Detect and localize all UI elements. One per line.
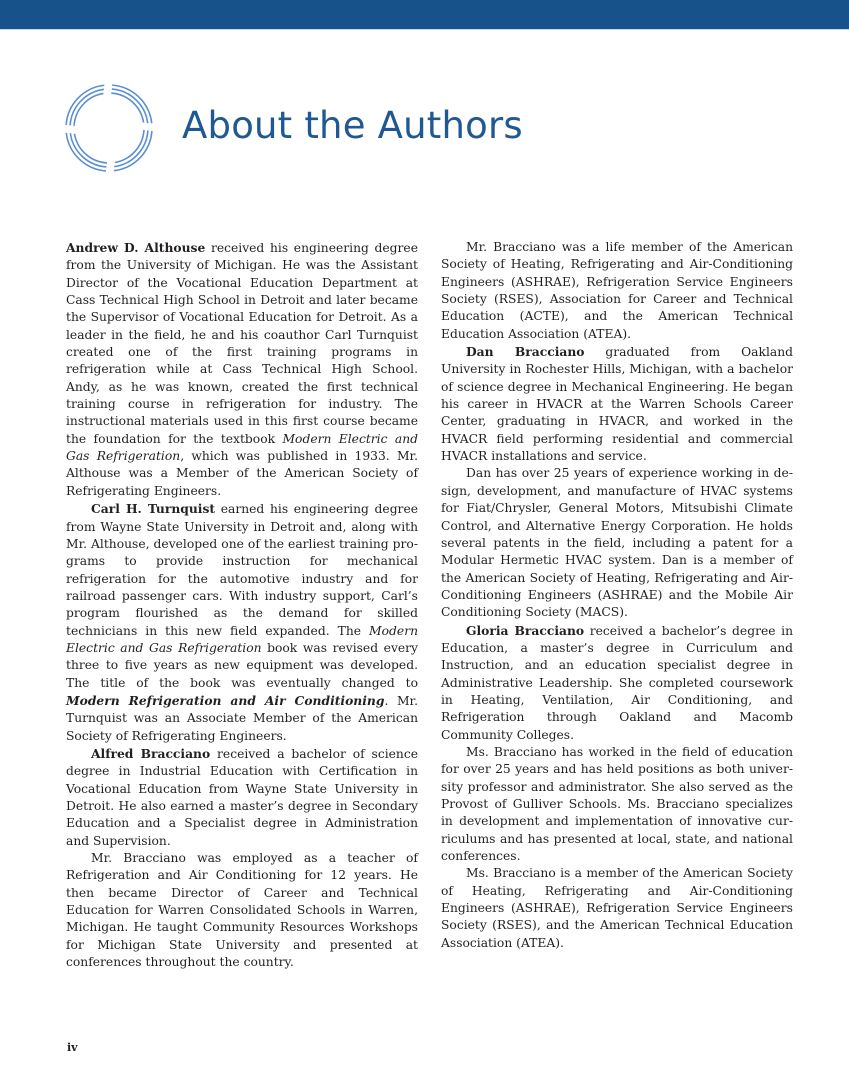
author-bio-gloria-bracciano: Gloria Bracciano received a bachelor’s degree in Education, a master’s degree in Curriculum and Instruction, and an education specialist degree in Administrative Leadership. She completed coursework in Heating, Ventilation, Air Conditioning, and Refrigeration through Oakland and Macomb Community Colleges. (441, 622, 793, 742)
page-title: About the Authors (182, 104, 523, 147)
book-title: Modern Refrigeration and Air Conditioning (66, 692, 385, 708)
author-bio-alfred-bracciano: Alfred Bracciano received a bachelor of science degree in Industrial Education with Certification in Vocational Education from Wayne State University in Detroit. He also earned a master’s degree in Secondary Education and a Specialist degree in Administration and Supervision. (66, 745, 419, 848)
author-bio-althouse: Andrew D. Althouse received his engineering degree from the University of Michigan. He was the Assistant Director of the Vocational Education Department at Cass Technical High School in Detroit and later became the Supervisor of Vocational Education for Detroit. As a leader in the field, he and his coauthor Carl Turnquist created one of the first training programs in refrigeration while at Cass Technical High School. Andy, as he was known, created the first technical training course in refrigeration for industry. The instructional materials used in this first course became the foundation for the textbook Modern Electric and Gas Refrigeration, which was published in 1933. Mr. Althouse was a Member of the American Society of Refrigerating Engineers. (66, 240, 418, 498)
page-number: iv (67, 1041, 78, 1054)
author-name: Andrew D. Althouse (66, 240, 206, 255)
author-name: Dan Bracciano (466, 344, 585, 360)
author-name: Alfred Bracciano (91, 745, 211, 761)
text-column-right (441, 239, 793, 952)
author-name: Gloria Bracciano (466, 622, 585, 638)
text-column-left (66, 239, 418, 971)
concentric-rings-icon (64, 83, 154, 173)
header-color-bar (0, 0, 849, 30)
author-bio-dan-bracciano: Dan Bracciano graduated from Oakland University in Rochester Hills, Michigan, with a bachelor of science degree in Mechanical Engineering. He began his career in HVACR at the Warren Schools Career Center, graduating in HVACR, and worked in the HVACR field performing residential and commercial HVACR installations and service. (441, 344, 794, 464)
author-bio-paragraph: Dan has over 25 years of experience working in design, development, and manufacture of HVAC systems for Fiat/Chrysler, General Motors, Mitsubishi Climate Control, and Alternative Energy Corporation. He holds several patents in the field, including a patent for a Modular Hermetic HVAC system. Dan is a member of the American Society of Heating, Refrigerating and Air-Conditioning Engineers (ASHRAE) and the Mobile Air Conditioning Society (MACS). (441, 466, 793, 620)
author-name: Carl H. Turnquist (91, 501, 216, 517)
book-title: Modern Electric and Gas Refrigeration (66, 623, 418, 655)
book-title: Modern Electric and Gas Refrigeration (66, 431, 418, 464)
author-bio-paragraph: Mr. Bracciano was employed as a teacher of Refrigeration and Air Conditioning for 12 years. He then became Director of Career and Technical Education for Warren Consolidated Schools in Warren, Michigan. He taught Community Resources Workshops for Michigan State University and presented at conferences throughout the country. (66, 851, 418, 970)
author-bio-paragraph: Ms. Bracciano has worked in the field of education for over 25 years and has held positions as both university professor and administrator. She also served as the Provost of Gulliver Schools. Ms. Bracciano specializes in development and implementation of innovative curriculums and has presented at local, state, and national conferences. (441, 744, 793, 864)
author-bio-turnquist: Carl H. Turnquist earned his engineering degree from Wayne State University in Detroit and, along with Mr. Althouse, developed one of the earliest training programs to provide instruction for mechanical refrigeration for the automotive industry and for railroad passenger cars. With industry support, Carl’s program flourished as the demand for skilled technicians in this new field expanded. The Modern Electric and Gas Refrigeration book was revised every three to five years as new equipment was developed. The title of the book was eventually changed to Modern Refrigeration and Air Conditioning. Mr. Turnquist was an Associate Member of the American Society of Refrigerating Engineers. (66, 501, 418, 743)
author-bio-paragraph: Mr. Bracciano was a life member of the American Society of Heating, Refrigerating and Air-Conditioning Engineers (ASHRAE), Refrigeration Service Engineers Society (RSES), Association for Career and Technical Education (ACTE), and the American Technical Education Association (ATEA). (441, 240, 793, 341)
author-bio-paragraph: Ms. Bracciano is a member of the American Society of Heating, Refrigerating and Air-Conditioning Engineers (ASHRAE), Refrigeration Service Engineers Society (RSES), and the American Technical Education Association (ATEA). (441, 866, 793, 950)
